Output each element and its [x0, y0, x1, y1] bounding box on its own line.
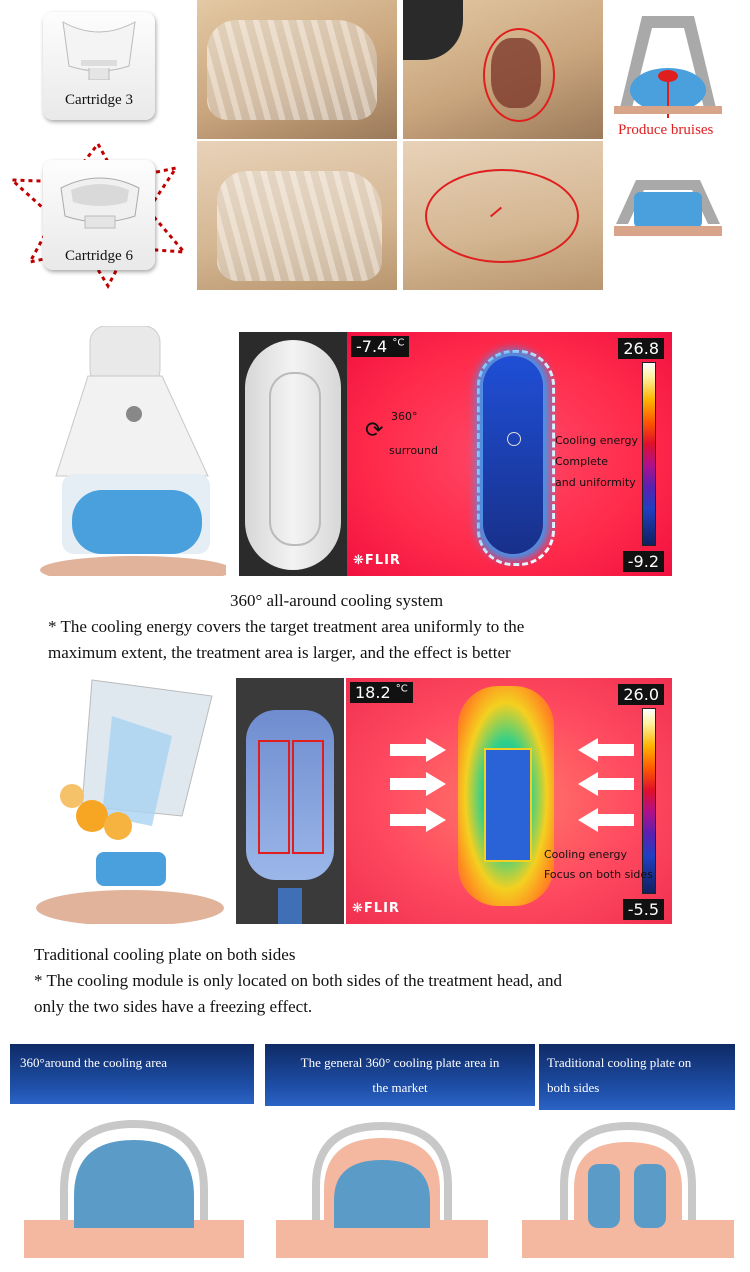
diagram-general-360	[276, 1116, 488, 1258]
banner-360-around	[10, 1044, 254, 1104]
temp-readout-360: -7.4	[356, 337, 388, 356]
banner-2-line2: the market	[372, 1080, 428, 1095]
caption-title-traditional: Traditional cooling plate on both sides	[34, 945, 296, 964]
surround-degree: 360°	[391, 410, 418, 423]
banner-1-text: 360°around the cooling area	[20, 1055, 168, 1070]
scale-max-traditional: 26.0	[618, 684, 664, 705]
cartridge-3-label: Cartridge 3	[65, 92, 133, 108]
handpiece-360-image	[38, 326, 226, 576]
banner-3-line1: Traditional cooling plate on	[547, 1055, 692, 1070]
scale-min-traditional: -5.5	[623, 899, 664, 920]
thermal-image-360: -7.4 $^{^\circ C}$ 26.8 -9.2 ⟳ 360° surround Cooling energy Complete and uniformity ❋FLIR	[347, 332, 672, 576]
cartridge-3-card	[43, 12, 155, 120]
flir-label-traditional: FLIR	[363, 901, 400, 916]
cooling-note-line3: and uniformity	[555, 476, 636, 489]
cooling-note-line1: Cooling energy	[555, 434, 639, 447]
diagram-360-around	[24, 1116, 244, 1258]
normal-cup-diagram	[612, 176, 724, 240]
temp-unit-360: °C	[392, 337, 405, 349]
cooling-cup-top-view	[239, 332, 347, 576]
traditional-cup-photo	[236, 678, 344, 924]
banner-general-360	[265, 1044, 535, 1106]
cartridge-3-image	[59, 16, 139, 80]
caption-line2-traditional: only the two sides have a freezing effect.	[34, 997, 313, 1016]
left-arrows-icon	[390, 738, 450, 838]
cooling-note-line2: Complete	[555, 455, 609, 468]
photo-film-bottom	[197, 141, 397, 290]
rotate-arrow-icon: ⟳	[365, 418, 384, 443]
bruise-cup-diagram	[612, 12, 724, 120]
banner-2-line1: The general 360° cooling plate area in	[300, 1055, 500, 1070]
right-arrows-icon	[574, 738, 634, 838]
cartridge-6-card	[43, 160, 155, 270]
photo-skin-bottom	[403, 141, 603, 290]
caption-title-360: 360° all-around cooling system	[230, 591, 444, 610]
temperature-scale-360	[642, 362, 656, 546]
handpiece-traditional-image	[32, 676, 228, 924]
flir-label-360: FLIR	[364, 553, 401, 568]
cartridge-6-image	[55, 168, 145, 232]
caption-line1-traditional: * The cooling module is only located on both sides of the treatment head, and	[34, 971, 562, 990]
banner-3-line2: both sides	[547, 1080, 600, 1095]
temp-unit-traditional: °C	[395, 683, 408, 695]
surround-word: surround	[389, 444, 438, 457]
diagram-traditional-plates	[522, 1116, 734, 1258]
scale-max-360: 26.8	[618, 338, 664, 359]
caption-line1-360: * The cooling energy covers the target treatment area uniformly to the	[48, 617, 525, 636]
banner-traditional	[539, 1044, 735, 1110]
thermal-image-traditional: 18.2 $^{^\circ C}$ 26.0 -5.5 Cooling energy Focus on both sides ❋FLIR	[346, 678, 672, 924]
scale-min-360: -9.2	[623, 551, 664, 572]
cartridge-6-label: Cartridge 6	[65, 248, 133, 264]
bruise-label: Produce bruises	[618, 122, 714, 138]
temp-readout-traditional: 18.2	[355, 683, 391, 702]
photo-film-top	[197, 0, 397, 139]
caption-line2-360: maximum extent, the treatment area is larger, and the effect is better	[48, 643, 511, 662]
traditional-note-line2: Focus on both sides	[544, 868, 653, 881]
photo-bruise-top	[403, 0, 603, 139]
traditional-note-line1: Cooling energy	[544, 848, 628, 861]
